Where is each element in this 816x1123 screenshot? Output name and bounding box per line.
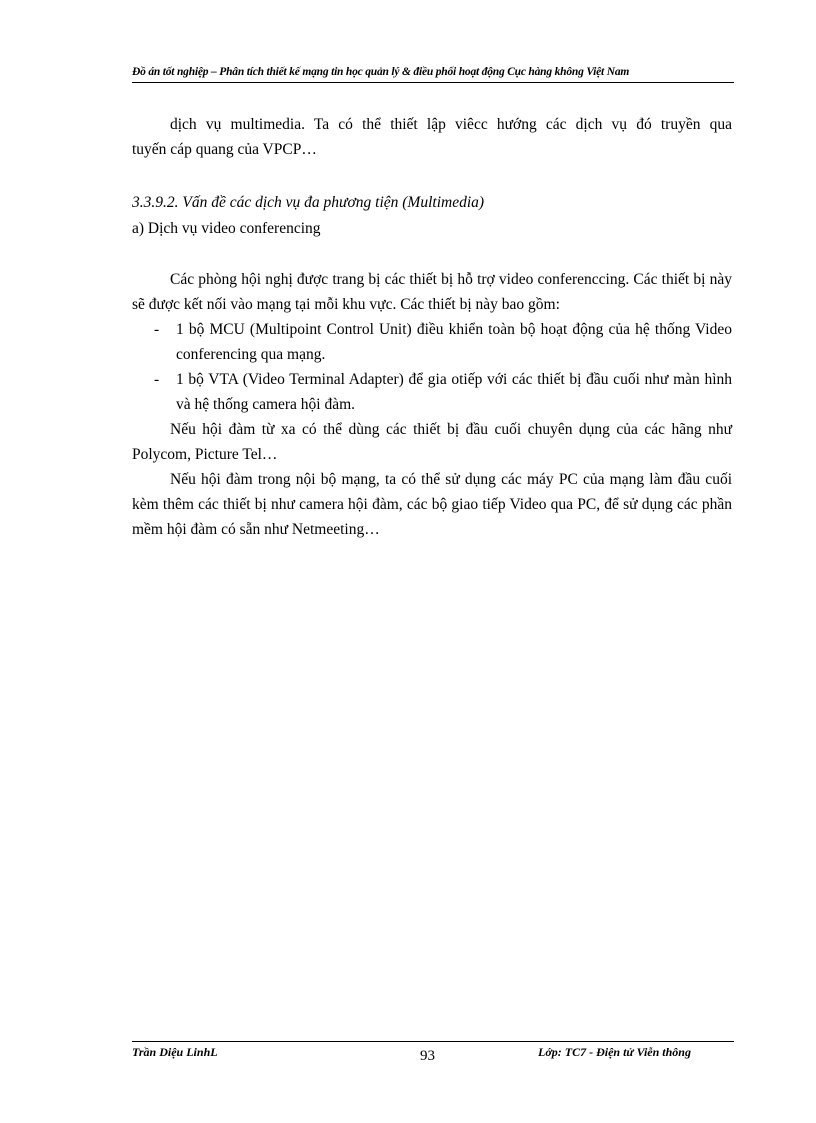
- paragraph-internal-conference: Nếu hội đàm trong nội bộ mạng, ta có thể sử dụng các máy PC của mạng làm đầu cuối kèm thêm các thiết bị như camera hội đàm, các bộ giao tiếp Video qua PC, để sử dụng các phần mềm hội đàm có sẵn như Netmeeting…: [132, 471, 732, 538]
- page-number: 93: [420, 1048, 435, 1064]
- header-rule: [132, 82, 734, 83]
- intro-line-2: tuyến cáp quang của VPCP…: [132, 141, 317, 158]
- list-item: [132, 317, 732, 367]
- page-header: Đồ án tốt nghiệp – Phân tích thiết kế mạng tin học quản lý & điều phối hoạt động Cục hàng không Việt Nam: [132, 66, 630, 78]
- list-item: [132, 367, 732, 417]
- bullet-text-mcu: 1 bộ MCU (Multipoint Control Unit) điều khiển toàn bộ hoạt động của hệ thống Video conferencing qua mạng.: [176, 321, 732, 363]
- intro-paragraph: [132, 112, 732, 162]
- bullet-dash: -: [154, 321, 160, 338]
- paragraph-remote-conference: Nếu hội đàm từ xa có thể dùng các thiết bị đầu cuối chuyên dụng của các hãng như Polycom, Picture Tel…: [132, 421, 732, 463]
- footer-author: Trần Diệu LinhL: [132, 1045, 218, 1059]
- section-title: 3.3.9.2. Vấn đề các dịch vụ đa phương tiện (Multimedia): [132, 194, 485, 211]
- intro-line-1: dịch vụ multimedia. Ta có thể thiết lập viêcc hướng các dịch vụ đó truyền qua: [170, 116, 732, 133]
- footer-class-info: Lớp: TC7 - Điện tử Viễn thông: [538, 1045, 691, 1059]
- bullet-text-vta: 1 bộ VTA (Video Terminal Adapter) để gia otiếp với các thiết bị đầu cuối như màn hình và hệ thống camera hội đàm.: [176, 371, 732, 413]
- paragraph-intro-devices: Các phòng hội nghị được trang bị các thiết bị hỗ trợ video conferenccing. Các thiết bị này sẽ được kết nối vào mạng tại mỗi khu vực. Các thiết bị này bao gồm:: [132, 271, 732, 313]
- main-content: [132, 267, 732, 542]
- bullet-dash: -: [154, 371, 160, 388]
- footer-rule: [132, 1041, 734, 1042]
- subsection-title: a) Dịch vụ video conferencing: [132, 220, 321, 237]
